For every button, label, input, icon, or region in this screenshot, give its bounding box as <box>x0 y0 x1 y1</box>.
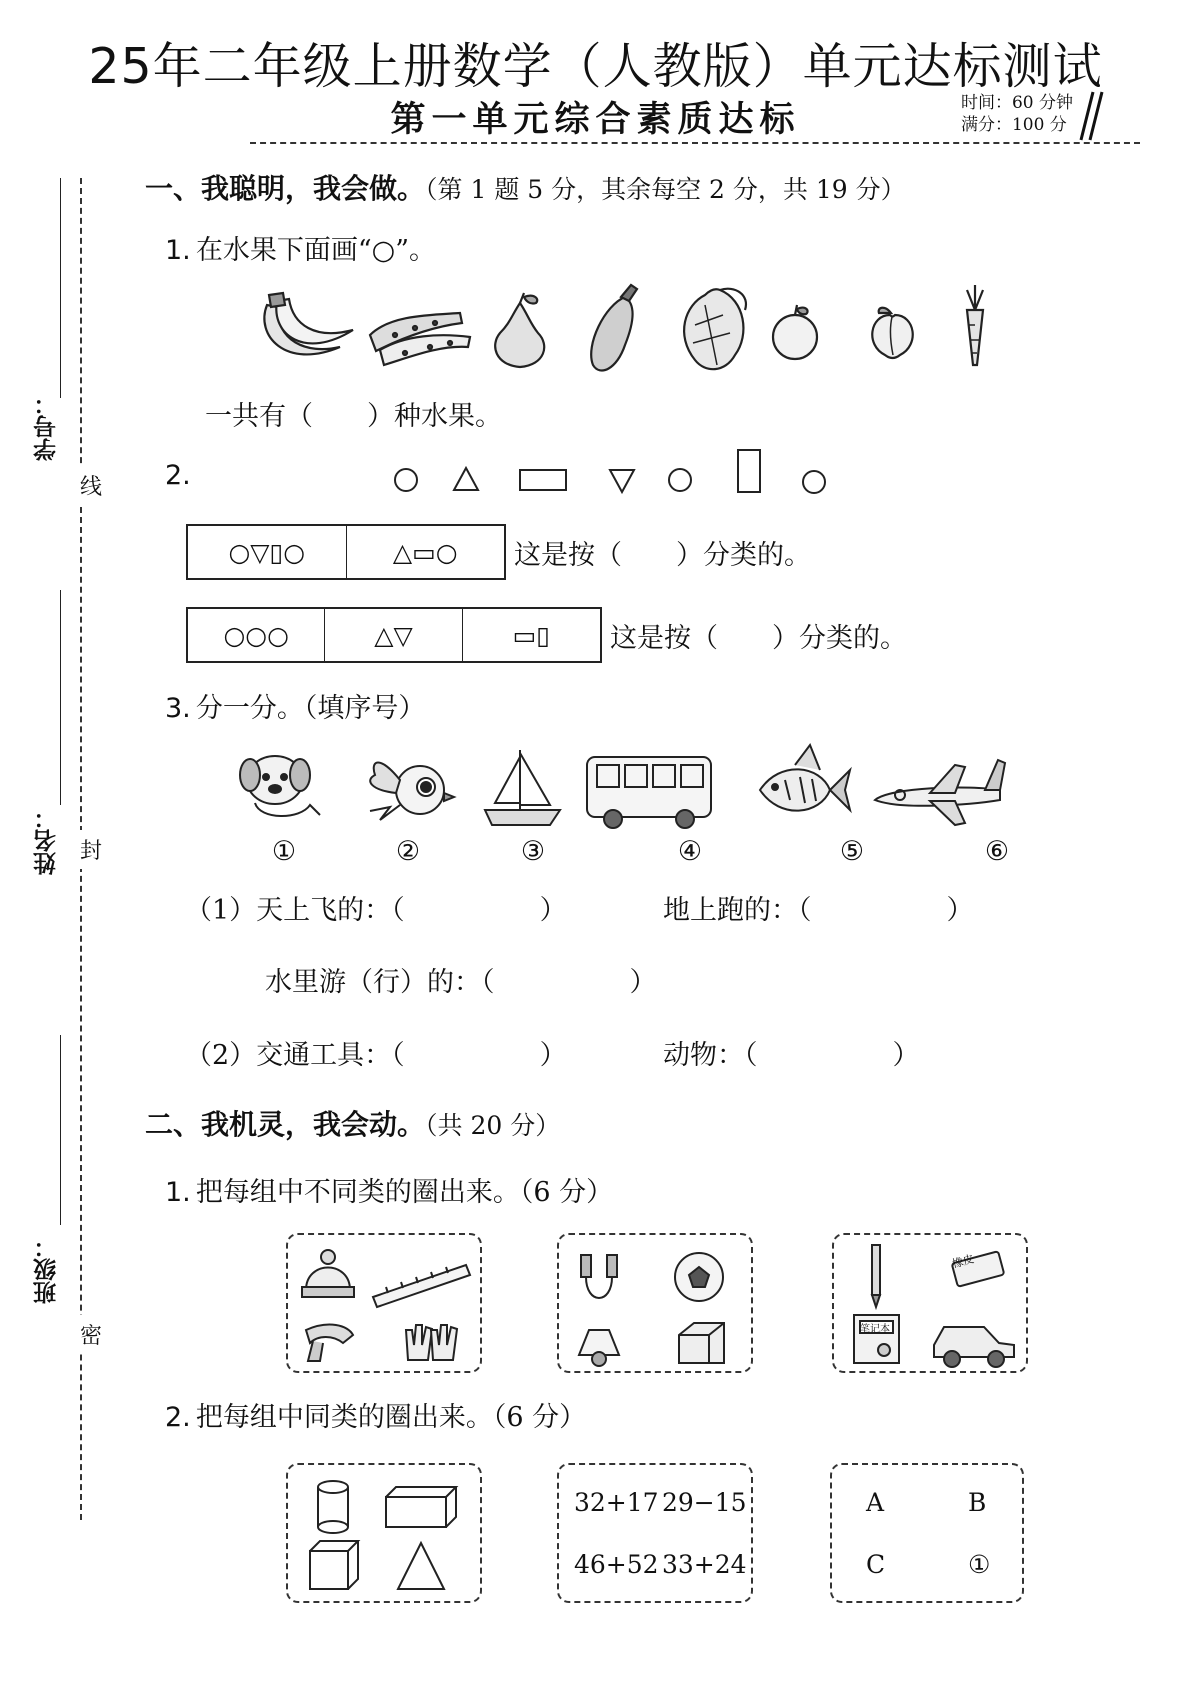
scarf-icon <box>306 1325 353 1361</box>
bus-icon <box>587 757 711 828</box>
box-2-triangles: △▽ <box>325 609 462 661</box>
fly-in-sky-line[interactable]: （1）天上飞的：（ ） <box>185 895 567 926</box>
class-underline <box>60 1035 61 1225</box>
cube-icon <box>310 1541 358 1589</box>
question-text: 把每组中同类的圈出来。（6 分） <box>195 1402 587 1433</box>
letter-item: C <box>866 1550 886 1579</box>
letter-item: B <box>968 1488 987 1517</box>
math-expression: 32+17 <box>574 1488 659 1517</box>
classification-prompt-2[interactable]: 这是按（ ）分类的。 <box>610 623 907 654</box>
section-1-title: 一、我聪明，我会做。 <box>145 172 426 205</box>
tall-rectangle-shape <box>738 450 760 492</box>
notebook-label: 笔记本 <box>860 1324 890 1335</box>
item-label-2: ② <box>395 836 421 867</box>
number-item: ① <box>968 1550 991 1579</box>
transport-line[interactable]: （2）交通工具：（ ） <box>185 1040 567 1071</box>
section-2-heading <box>145 1103 560 1143</box>
pear-icon <box>495 293 544 367</box>
cabbage-icon <box>684 289 746 370</box>
item-label-3: ③ <box>520 836 546 867</box>
banana-icon <box>264 293 353 354</box>
pencil-icon <box>872 1245 880 1307</box>
letter-item: A <box>866 1488 885 1517</box>
section-2-note: （共 20 分） <box>425 1111 561 1140</box>
classification-box-2 <box>186 607 602 663</box>
animals-line[interactable]: 动物：（ ） <box>663 1040 920 1071</box>
hat-icon <box>302 1250 354 1297</box>
same-kind-group-2[interactable] <box>557 1463 753 1603</box>
section-1-heading <box>145 167 906 207</box>
swim-in-water-line[interactable]: 水里游（行）的：（ ） <box>265 967 657 998</box>
full-score: 满分：100 分 <box>960 115 1067 135</box>
question-text: 把每组中不同类的圈出来。（6 分） <box>195 1177 614 1208</box>
section-1-note: （第 1 题 5 分，其余每空 2 分，共 19 分） <box>425 175 906 204</box>
item-label-6: ⑥ <box>984 836 1010 867</box>
item-label-5: ⑤ <box>839 836 865 867</box>
jump-rope-icon <box>581 1255 617 1298</box>
header-divider <box>250 142 1140 144</box>
soccer-ball-icon <box>675 1253 723 1301</box>
question-2-2 <box>165 1395 586 1434</box>
circle-shape <box>395 469 417 491</box>
box-2-rectangles: ▭▯ <box>512 620 551 650</box>
same-kind-group-1[interactable] <box>286 1463 482 1603</box>
time-limit: 时间：60 分钟 <box>960 93 1073 113</box>
peach-icon <box>872 308 912 358</box>
class-label: 班级： <box>34 1235 60 1304</box>
name-underline <box>60 590 61 805</box>
name-label: 姓名： <box>34 806 60 875</box>
carrot-icon <box>967 285 983 365</box>
question-text: 在水果下面画“○”。 <box>195 235 437 266</box>
fruit-vegetable-row <box>255 285 1055 375</box>
inverted-triangle-shape <box>610 470 634 492</box>
eraser-label: 橡皮 <box>950 1252 976 1271</box>
rectangle-shape <box>520 470 566 490</box>
student-no-underline <box>60 178 61 398</box>
fish-icon <box>760 745 850 811</box>
mixed-shapes-row <box>390 440 840 500</box>
question-text: 分一分。（填序号） <box>195 693 426 724</box>
circle-shape <box>669 469 691 491</box>
exam-meta <box>961 92 1073 136</box>
classification-box-1 <box>186 524 506 580</box>
unit-subtitle: 第一单元综合素质达标 <box>390 99 801 140</box>
question-number: 2. <box>165 1402 191 1433</box>
ruler-icon <box>373 1265 470 1307</box>
question-1-3 <box>165 686 425 725</box>
question-number: 1. <box>165 1177 191 1208</box>
binding-seal-char: 封 <box>80 830 102 869</box>
math-expression: 33+24 <box>662 1550 747 1579</box>
cylinder-icon <box>318 1481 348 1533</box>
odd-one-out-group-2[interactable] <box>557 1233 753 1373</box>
airplane-icon <box>875 760 1005 825</box>
question-2-1 <box>165 1170 613 1209</box>
bird-icon <box>370 763 454 821</box>
dog-icon <box>240 756 320 816</box>
triangle-icon <box>398 1543 444 1589</box>
fruit-count-line[interactable]: 一共有（ ）种水果。 <box>205 401 502 432</box>
odd-one-out-group-1[interactable] <box>286 1233 482 1373</box>
page-title: 25年二年级上册数学（人教版）单元达标测试 <box>88 38 1103 95</box>
eggplant-icon <box>591 285 637 371</box>
box-2-circles: ○○○ <box>188 609 325 661</box>
item-label-4: ④ <box>677 836 703 867</box>
triangle-shape <box>454 468 478 490</box>
binding-secret-char: 密 <box>80 1315 102 1354</box>
question-number: 1. <box>165 235 191 266</box>
cucumber-icon <box>370 313 470 365</box>
math-expression: 46+52 <box>574 1550 659 1579</box>
math-expression: 29−15 <box>662 1488 747 1517</box>
classification-prompt-1[interactable]: 这是按（ ）分类的。 <box>514 540 811 571</box>
question-number: 3. <box>165 693 191 724</box>
student-no-label: 学号： <box>34 392 60 461</box>
box-1-right-group: △▭○ <box>392 537 458 567</box>
section-2-title: 二、我机灵，我会动。 <box>145 1108 426 1141</box>
gloves-icon <box>406 1325 457 1360</box>
question-1-1 <box>165 228 436 267</box>
car-icon <box>934 1327 1014 1367</box>
box-1-left-group: ○▽▯○ <box>188 526 347 578</box>
sailboat-icon <box>485 750 560 825</box>
binding-line-char: 线 <box>80 466 102 505</box>
question-number: 2. <box>165 460 191 491</box>
double-slash-decoration <box>1079 90 1103 142</box>
apple-icon <box>773 305 817 359</box>
same-kind-group-3[interactable] <box>830 1463 1024 1603</box>
run-on-ground-line[interactable]: 地上跑的：（ ） <box>663 895 974 926</box>
circle-shape <box>803 471 825 493</box>
odd-one-out-group-3[interactable] <box>832 1233 1028 1373</box>
animals-vehicles-row <box>230 745 1090 835</box>
shuttlecock-icon <box>579 1330 619 1366</box>
cuboid-icon <box>386 1487 456 1527</box>
milk-carton-icon <box>679 1323 724 1363</box>
item-label-1: ① <box>271 836 297 867</box>
